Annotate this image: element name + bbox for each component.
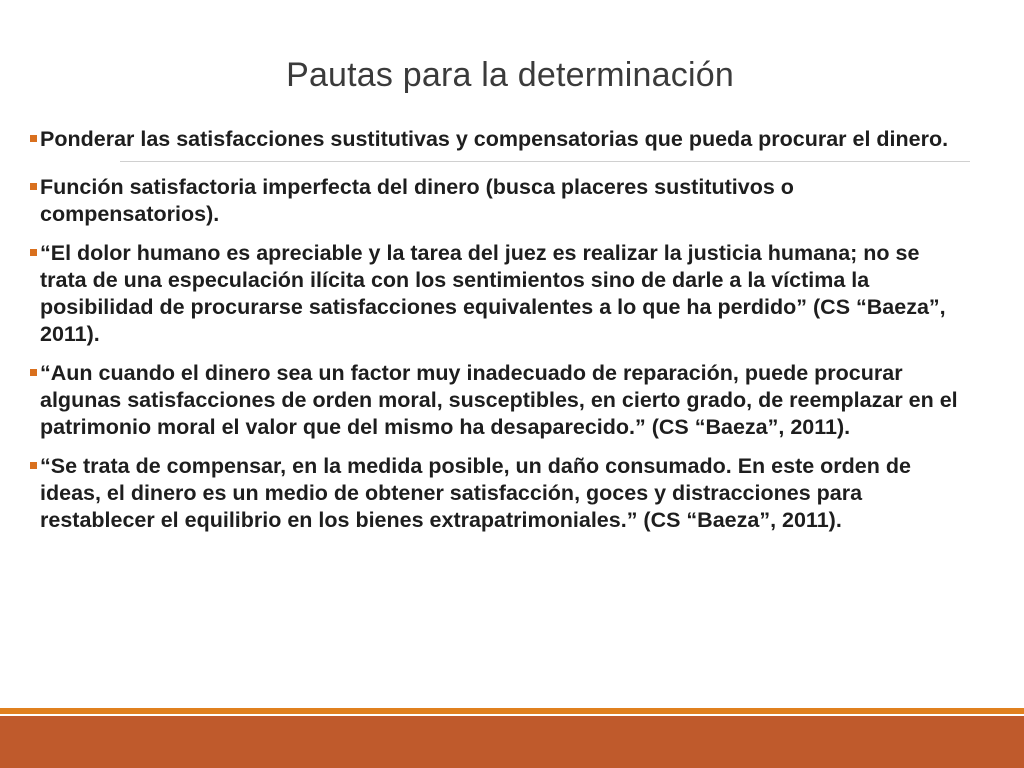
- bullet-item: [30, 126, 965, 153]
- divider-line: [120, 161, 970, 162]
- bullet-text: “El dolor humano es apreciable y la tarea del juez es realizar la justicia humana; no se trata de una especulación ilícita con los sentimientos sino de darle a la víctima la posibilidad de procurarse satisfacciones equivalentes a lo que ha perdido” (CS “Baeza”, 2011).: [40, 241, 946, 346]
- square-bullet-icon: [30, 183, 37, 190]
- bullet-list: [30, 126, 965, 534]
- slide-content: [30, 126, 965, 546]
- square-bullet-icon: [30, 249, 37, 256]
- footer-bar: [0, 716, 1024, 768]
- bullet-text: “Se trata de compensar, en la medida posible, un daño consumado. En este orden de ideas, el dinero es un medio de obtener satisfacción, goces y distracciones para restablecer el equilibrio en los bienes extrapatrimoniales.” (CS “Baeza”, 2011).: [40, 454, 911, 532]
- square-bullet-icon: [30, 369, 37, 376]
- square-bullet-icon: [30, 462, 37, 469]
- bullet-text: “Aun cuando el dinero sea un factor muy inadecuado de reparación, puede procurar algunas satisfacciones de orden moral, susceptibles, en cierto grado, de reemplazar en el patrimonio moral el valor que del mismo ha desaparecido.” (CS “Baeza”, 2011).: [40, 361, 958, 439]
- bullet-text: Ponderar las satisfacciones sustitutivas y compensatorias que pueda procurar el dinero.: [40, 127, 949, 151]
- bullet-item: [30, 240, 965, 348]
- bullet-item: [30, 360, 965, 441]
- slide-title: [0, 56, 1024, 95]
- slide-title-text: Pautas para la determinación: [286, 56, 734, 94]
- bullet-item: [30, 453, 965, 534]
- bullet-item: [30, 174, 965, 228]
- square-bullet-icon: [30, 135, 37, 142]
- bullet-text: Función satisfactoria imperfecta del dinero (busca placeres sustitutivos o compensatorios).: [40, 175, 794, 226]
- footer-accent-stripe: [0, 708, 1024, 714]
